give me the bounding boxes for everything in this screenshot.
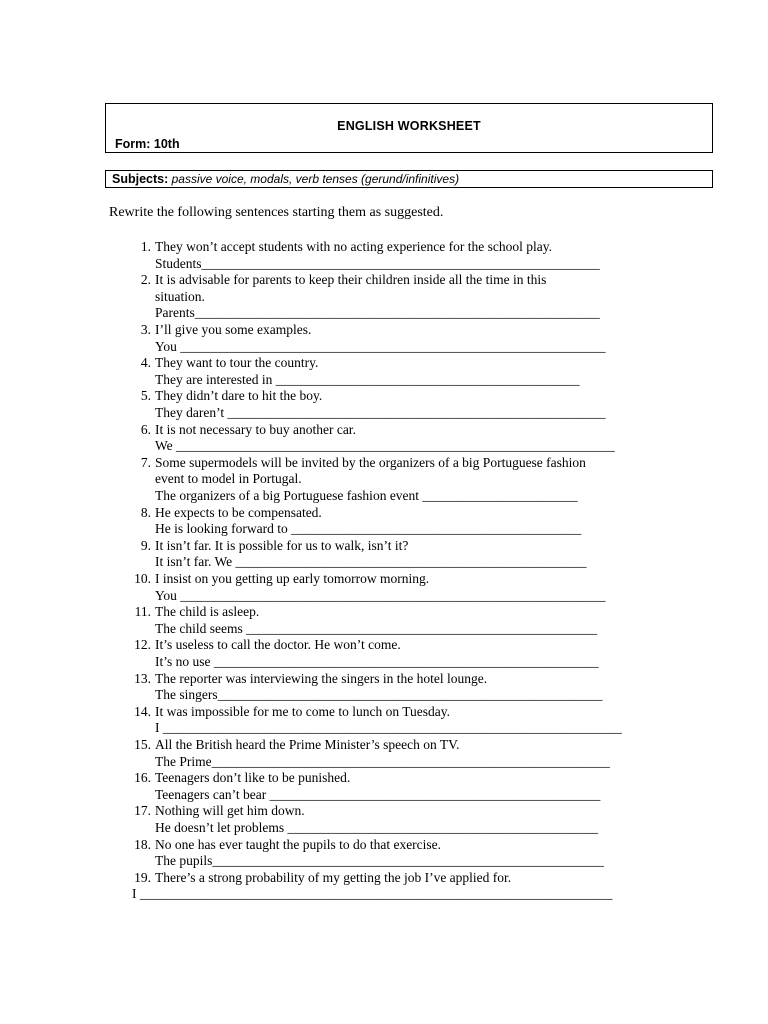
item-answer-line: Teenagers can’t bear _________________________________________________ bbox=[155, 786, 601, 802]
item-sentence: Teenagers don’t like to be punished. bbox=[155, 770, 351, 786]
item-number: 7. bbox=[140, 454, 151, 470]
item-sentence: They won’t accept students with no acting experience for the school play. bbox=[155, 239, 552, 254]
item-answer-line: You _______________________________________________________________ bbox=[155, 338, 606, 354]
item-number: 2. bbox=[140, 272, 151, 288]
item-number: 14. bbox=[134, 703, 151, 719]
item-sentence: Some supermodels will be invited by the organizers of a big Portuguese fashion bbox=[155, 454, 586, 470]
item-number: 1. bbox=[140, 239, 151, 254]
item-number: 10. bbox=[134, 571, 151, 586]
item-sentence: It is not necessary to buy another car. bbox=[155, 421, 356, 437]
item-number: 3. bbox=[140, 322, 151, 337]
item-sentence: They want to tour the country. bbox=[155, 355, 319, 371]
item-number: 9. bbox=[140, 537, 151, 553]
item-number: 6. bbox=[140, 421, 151, 437]
item-answer-line: The child seems ____________________________________________________ bbox=[155, 620, 598, 636]
item-number: 19. bbox=[134, 869, 151, 885]
worksheet-title: ENGLISH WORKSHEET bbox=[337, 119, 481, 133]
item-number: 15. bbox=[134, 737, 151, 752]
item-sentence: All the British heard the Prime Minister’s speech on TV. bbox=[155, 737, 460, 752]
subjects-label: Subjects: bbox=[112, 172, 169, 186]
item-sentence: No one has ever taught the pupils to do that exercise. bbox=[155, 836, 442, 852]
item-sentence: It is advisable for parents to keep their children inside all the time in this bbox=[155, 272, 547, 288]
form-label: Form: 10th bbox=[115, 137, 180, 151]
item-sentence: There’s a strong probability of my getting the job I’ve applied for. bbox=[155, 869, 512, 885]
item-sentence: I’ll give you some examples. bbox=[155, 322, 312, 337]
item-answer-line: The pupils__________________________________________________________ bbox=[155, 853, 604, 869]
subjects-text: passive voice, modals, verb tenses (gerund/infinitives) bbox=[168, 172, 460, 186]
item-answer-line: Students___________________________________________________________ bbox=[155, 255, 600, 271]
item-number: 13. bbox=[134, 670, 151, 686]
item-answer-line: Parents____________________________________________________________ bbox=[155, 305, 600, 321]
header-box bbox=[105, 103, 713, 153]
item-answer-line: They daren’t ________________________________________________________ bbox=[155, 405, 606, 420]
item-answer-line: I ____________________________________________________________________ bbox=[155, 720, 622, 736]
item-number: 12. bbox=[134, 637, 151, 653]
item-sentence: It isn’t far. It is possible for us to walk, isn’t it? bbox=[155, 537, 409, 553]
item-answer-line: The Prime___________________________________________________________ bbox=[155, 753, 610, 769]
item-number: 11. bbox=[134, 604, 151, 620]
item-answer-line: He is looking forward to ___________________________________________ bbox=[155, 521, 582, 537]
item-sentence: It’s useless to call the doctor. He won’t come. bbox=[155, 637, 401, 653]
instruction-text: Rewrite the following sentences starting them as suggested. bbox=[109, 205, 444, 220]
final-answer-line: I ______________________________________________________________________ bbox=[132, 886, 613, 902]
item-sentence: They didn’t dare to hit the boy. bbox=[155, 388, 323, 404]
item-answer-line: They are interested in _____________________________________________ bbox=[155, 371, 580, 387]
item-answer-line: situation. bbox=[155, 288, 205, 304]
item-answer-line: The singers_________________________________________________________ bbox=[155, 687, 603, 703]
item-number: 17. bbox=[134, 803, 151, 819]
item-number: 18. bbox=[134, 836, 151, 852]
item-sentence: The reporter was interviewing the singers in the hotel lounge. bbox=[155, 670, 488, 686]
item-answer-line: He doesn’t let problems ______________________________________________ bbox=[155, 820, 598, 835]
item-answer-line: event to model in Portugal. bbox=[155, 471, 302, 487]
item-number: 5. bbox=[140, 388, 151, 404]
item-sentence: It was impossible for me to come to lunch on Tuesday. bbox=[155, 703, 450, 719]
item-sentence: I insist on you getting up early tomorrow morning. bbox=[155, 571, 430, 586]
subjects-box bbox=[105, 170, 713, 188]
item-number: 8. bbox=[140, 504, 151, 520]
item-number: 16. bbox=[134, 770, 151, 786]
item-answer-line: It’s no use _________________________________________________________ bbox=[155, 654, 599, 669]
item-sentence: The child is asleep. bbox=[155, 604, 260, 620]
item-number: 4. bbox=[140, 355, 151, 371]
item-answer-line: It isn’t far. We ____________________________________________________ bbox=[155, 554, 587, 570]
item-answer-line: You _______________________________________________________________ bbox=[155, 587, 606, 603]
item-sentence: Nothing will get him down. bbox=[155, 803, 305, 819]
item-sentence: He expects to be compensated. bbox=[155, 504, 322, 520]
item-answer-line: We _________________________________________________________________ bbox=[155, 438, 615, 454]
item-answer-line: The organizers of a big Portuguese fashion event _______________________ bbox=[155, 488, 578, 503]
